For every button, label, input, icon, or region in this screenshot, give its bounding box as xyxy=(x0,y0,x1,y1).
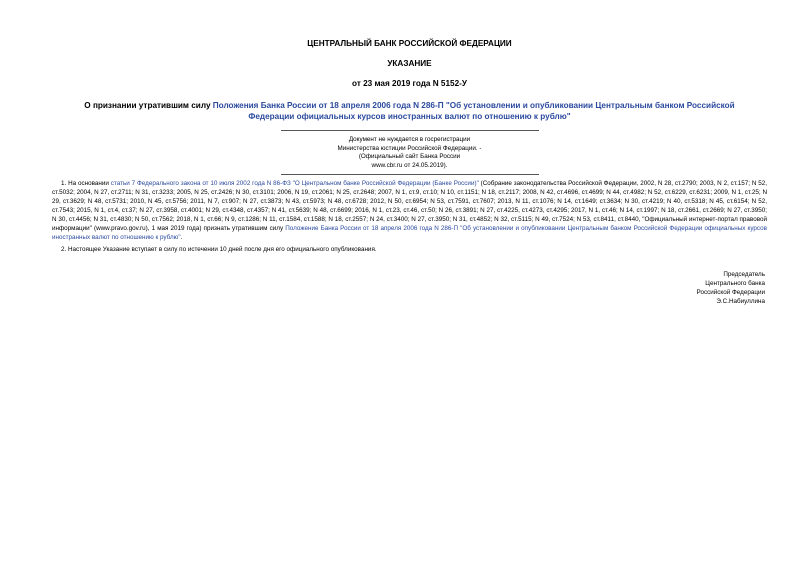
signatory-name: Э.С.Набиуллина xyxy=(716,297,765,305)
paragraph-1 xyxy=(52,180,767,242)
paragraph-2: 2. Настоящее Указание вступает в силу по истечении 10 дней после дня его официального опубликования. xyxy=(61,245,377,253)
federal-law-link[interactable]: статьи 7 Федерального закона от 10 июля 2002 года N 86-ФЗ "О Центральном банке Российской Федерации (Банке России)" xyxy=(110,180,479,188)
registration-note xyxy=(281,130,539,175)
signature-block xyxy=(52,270,767,306)
issuer-heading: ЦЕНТРАЛЬНЫЙ БАНК РОССИЙСКОЙ ФЕДЕРАЦИИ xyxy=(307,39,512,48)
document-body xyxy=(52,180,767,254)
signature-line-1: Председатель xyxy=(723,270,765,278)
regulation-286p-link[interactable]: Положение Банка России от 18 апреля 2006 года N 286-П "Об установлении и опубликовании Центральным банком Российской Федерации официальных курсов иностранных валют по отношению к рублю" xyxy=(52,224,767,241)
p1-citations: (Собрание законодательства Российской Федерации, 2002, N 28, ст.2790; 2003, N 2, ст.157; N 52, ст.5032; 2004, N 27, ст.2711; N 31, ст.3233; 2005, N 25, ст.2426; N 30, ст.3101; 2006, N 19, ст.2061; N 25, ст.2648; 2007, N 1, ст.9, ст.10; N 10, ст.1151; N 18, ст.2117; 2008, N 42, ст.4696, ст.4699; N 44, ст.4982; N 52, ст.6229, ст.6231; 2009, N 1, ст.25; N 29, ст.3629; N 48, ст.5731; 2010, N 45, ст.5756; 2011, N 7, ст.907; N 27, ст.3873; N 43, ст.5973; N 48, ст.6728; 2012, N 50, ст.6954; N 53, ст.7591, ст.7607; 2013, N 11, ст.1076; N 14, ст.1649; ст.3634; N 30, ст.4219; N 40, ст.5318; N 45, ст.6154; N 52, ст.7543; 2015, N 1, ст.4, ст.37; N 27, ст.3958, ст.4001; N 29, ст.4348, ст.4357; N 41, ст.5639; N 48, ст.6699; 2016, N 1, ст.23, ст.46, ст.50; N 26, ст.3891; N 27, ст.4225, ст.4273, ст.4295; 2017, N 1, ст.46; N 14, ст.1997; N 18, ст.2661, ст.2669; N 27, ст.3950; N 30, ст.4456; N 31, ст.4830; N 50, ст.7562; 2018, N 1, ст.66; N 9, ст.1286; N 11, ст.1584, ст.1588; N 18, ст.2557; N 24, ст.3400; N 27, ст.3950; N 31, ст.4852; N 32, ст.5115; N 49, ст.7524; N 53, ст.8411, ст.8440, "Официальный интернет-портал правовой информации" (www.pravo.gov.ru), 1 мая 2019 года) признать утратившим силу xyxy=(52,180,768,232)
title-prefix: О признании утратившим силу xyxy=(84,101,213,110)
note-line-2: Министерства юстиции Российской Федерации. - xyxy=(337,144,482,152)
note-line-4: www.cbr.ru от 24.05.2019). xyxy=(371,161,448,169)
note-line-1: Документ не нуждается в госрегистрации xyxy=(348,136,471,143)
p1-start: 1. На основании xyxy=(61,180,111,188)
signature-line-3: Российской Федерации xyxy=(696,288,765,296)
note-text xyxy=(281,131,539,174)
signature-line-2: Центрального банка xyxy=(705,279,765,287)
document-date-number: от 23 мая 2019 года N 5152-У xyxy=(352,79,467,88)
document-type: УКАЗАНИЕ xyxy=(387,59,432,68)
title-regulation-link[interactable]: Положения Банка России от 18 апреля 2006 года N 286-П "Об установлении и опубликовании Центральным банком Российской Федерации официальных курсов иностранных валют по отношению к рублю" xyxy=(212,101,735,121)
note-bottom-rule xyxy=(281,174,539,175)
p1-end: . xyxy=(180,233,183,241)
document-title xyxy=(62,100,757,122)
note-line-3: (Официальный сайт Банка России xyxy=(358,153,461,161)
